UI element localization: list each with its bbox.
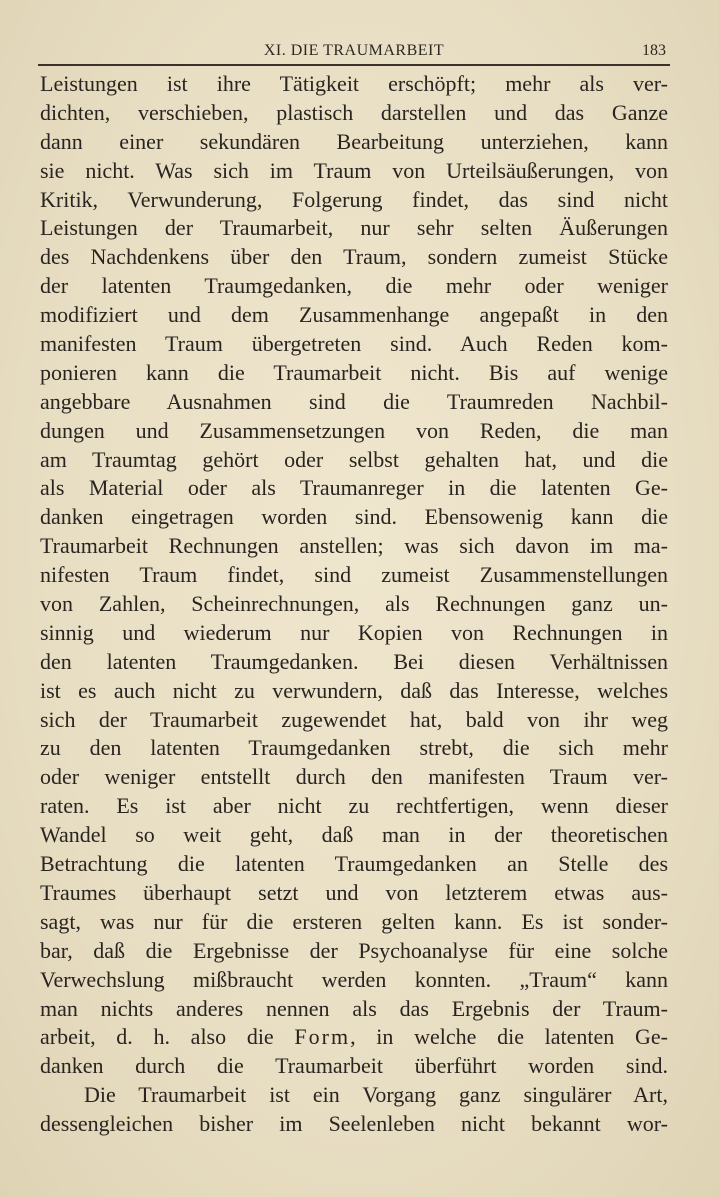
text-line: den latenten Traumgedanken. Bei diesen Verhältnissen xyxy=(40,648,668,674)
emphasized-word: Form xyxy=(294,1024,351,1050)
text-line: sinnig und wiederum nur Kopien von Rechnungen in xyxy=(40,619,668,645)
text-line: angebbare Ausnahmen sind die Traumreden Nachbil- xyxy=(40,388,668,414)
text-line: manifesten Traum übergetreten sind. Auch Reden kom- xyxy=(40,331,668,357)
text-line: Die Traumarbeit ist ein Vorgang ganz singulärer Art, xyxy=(84,1082,668,1108)
text-line: Leistungen der Traumarbeit, nur sehr selten Äußerungen xyxy=(40,215,668,241)
body-text xyxy=(40,70,668,1139)
text-line: sich der Traumarbeit zugewendet hat, bald von ihr weg xyxy=(40,706,668,732)
text-line: sagt, was nur für die ersteren gelten kann. Es ist sonder- xyxy=(40,908,668,934)
text-fragment: arbeit, d. h. also die xyxy=(40,1024,274,1050)
text-line: Leistungen ist ihre Tätigkeit erschöpft; mehr als ver- xyxy=(40,71,668,96)
text-line: modifiziert und dem Zusammenhange angepaßt in den xyxy=(40,302,668,328)
text-line: danken eingetragen worden sind. Ebensowenig kann die xyxy=(40,504,668,530)
text-line: nifesten Traum findet, sind zumeist Zusammenstellungen xyxy=(40,562,668,588)
text-line: als Material oder als Traumanreger in die latenten Ge- xyxy=(40,475,668,501)
text-line: Traumes überhaupt setzt und von letzterem etwas aus- xyxy=(40,879,668,905)
text-line: raten. Es ist aber nicht zu rechtfertigen, wenn dieser xyxy=(40,793,668,819)
text-line: bar, daß die Ergebnisse der Psychoanalyse für eine solche xyxy=(40,937,668,963)
text-line: dichten, verschieben, plastisch darstellen und das Ganze xyxy=(40,99,668,125)
text-line: dungen und Zusammensetzungen von Reden, die man xyxy=(40,417,668,443)
text-fragment: , in welche die latenten Ge- xyxy=(350,1024,668,1050)
text-line: man nichts anderes nennen als das Ergebnis der Traum- xyxy=(40,995,668,1021)
text-line: von Zahlen, Scheinrechnungen, als Rechnungen ganz un- xyxy=(40,591,668,617)
text-line: Traumarbeit Rechnungen anstellen; was sich davon im ma- xyxy=(40,533,668,559)
text-line: sie nicht. Was sich im Traum von Urteilsäußerungen, von xyxy=(40,157,668,183)
text-line: Kritik, Verwunderung, Folgerung findet, das sind nicht xyxy=(40,186,668,212)
text-line: der latenten Traumgedanken, die mehr oder weniger xyxy=(40,273,668,299)
text-line: des Nachdenkens über den Traum, sondern zumeist Stücke xyxy=(40,244,668,270)
page-number: 183 xyxy=(642,42,666,59)
text-line: oder weniger entstellt durch den manifesten Traum ver- xyxy=(40,764,668,790)
text-line: Betrachtung die latenten Traumgedanken an Stelle des xyxy=(40,851,668,877)
text-line: dessengleichen bisher im Seelenleben nicht bekannt wor- xyxy=(40,1111,668,1137)
running-head xyxy=(38,38,670,66)
text-line: Verwechslung mißbraucht werden konnten. „Traum“ kann xyxy=(40,966,668,992)
chapter-title: XI. DIE TRAUMARBEIT xyxy=(263,42,445,59)
text-line: danken durch die Traumarbeit überführt worden sind. xyxy=(40,1053,668,1079)
text-line: dann einer sekundären Bearbeitung unterziehen, kann xyxy=(40,128,668,154)
text-line: ponieren kann die Traumarbeit nicht. Bis auf wenige xyxy=(40,359,668,385)
text-line: ist es auch nicht zu verwundern, daß das Interesse, welches xyxy=(40,677,668,703)
text-line: zu den latenten Traumgedanken strebt, die sich mehr xyxy=(40,735,668,761)
text-line: Wandel so weit geht, daß man in der theoretischen xyxy=(40,822,668,848)
text-line xyxy=(40,1023,668,1052)
text-line: am Traumtag gehört oder selbst gehalten hat, und die xyxy=(40,446,668,472)
